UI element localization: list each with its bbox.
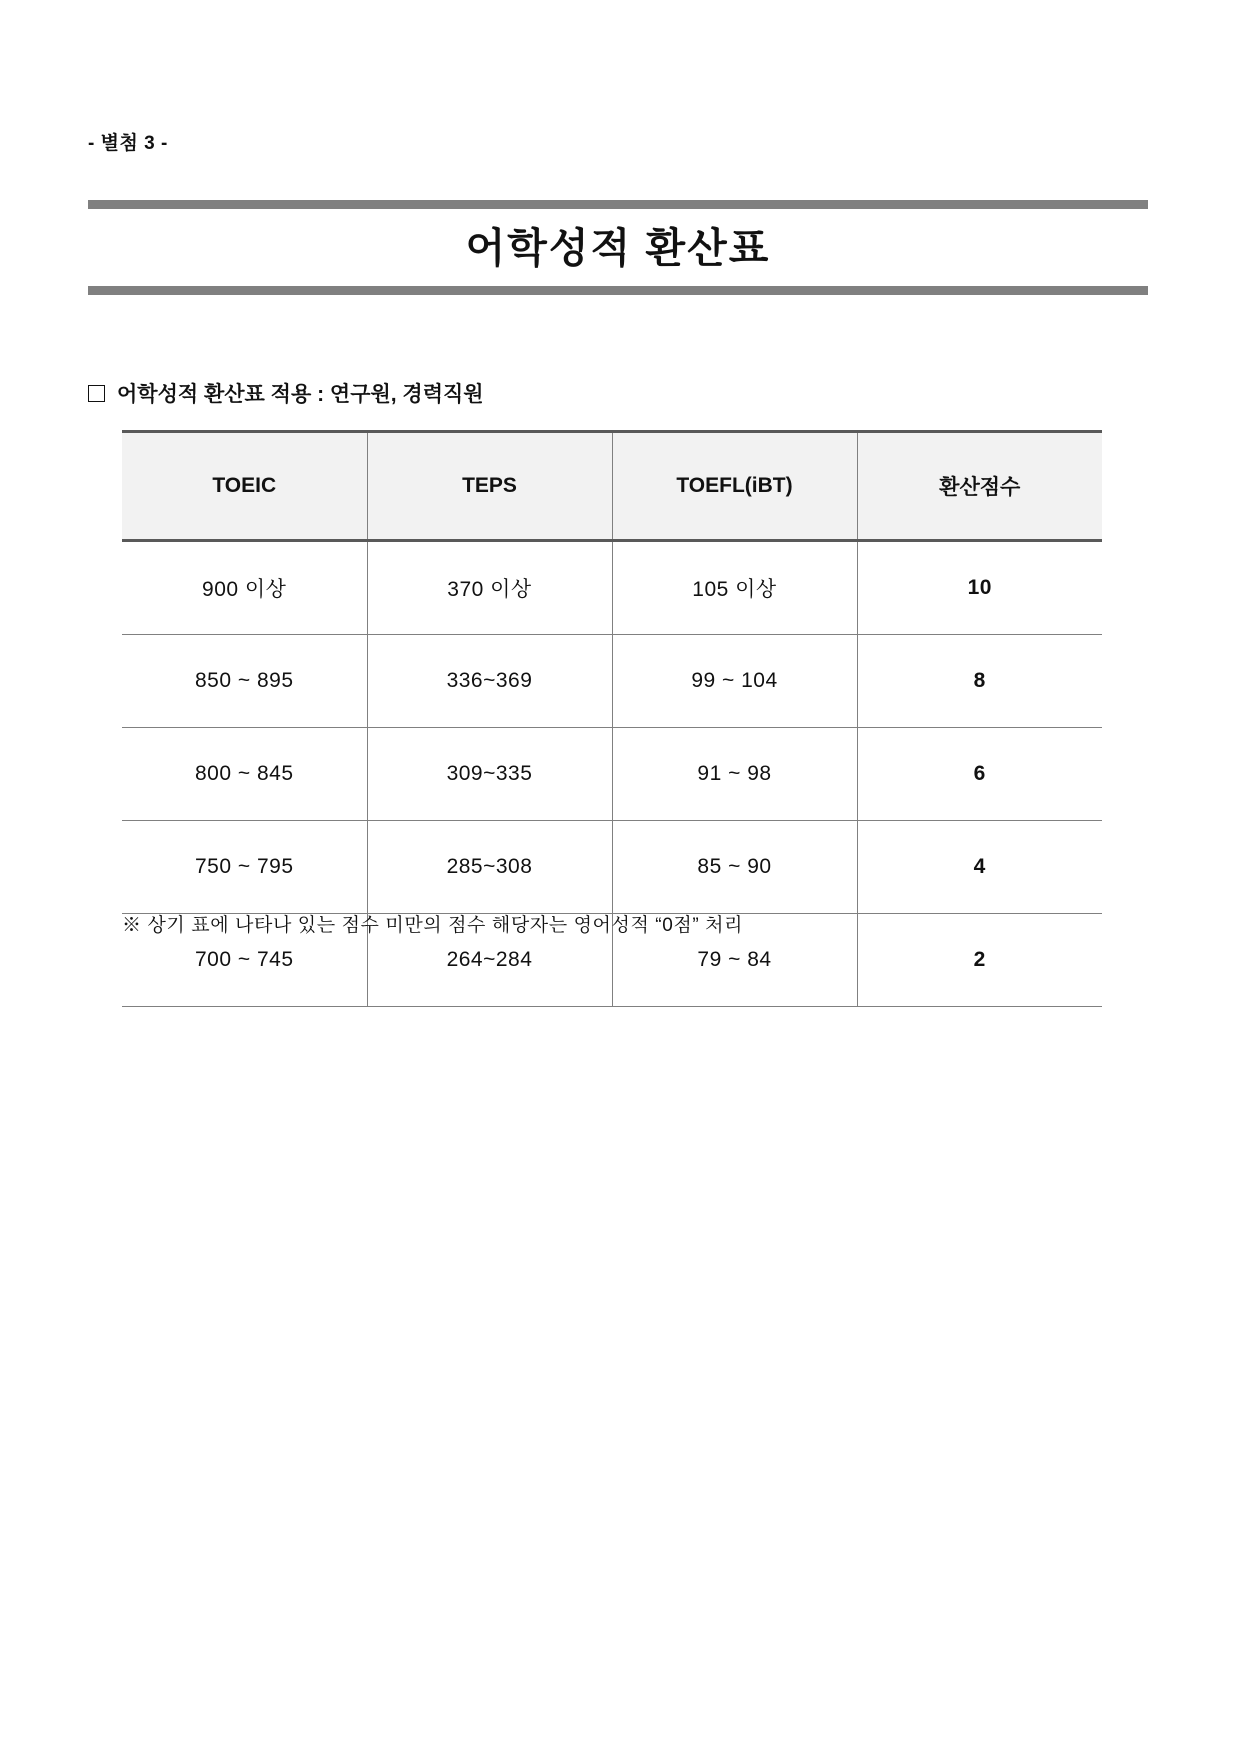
cell-converted-score: 6	[857, 728, 1102, 821]
column-header-toeic: TOEIC	[122, 432, 367, 541]
cell-toefl: 99 ~ 104	[612, 635, 857, 728]
attachment-label: - 별첨 3 -	[88, 133, 168, 154]
column-header-toefl: TOEFL(iBT)	[612, 432, 857, 541]
cell-teps: 370 이상	[367, 541, 612, 635]
cell-toeic: 750 ~ 795	[122, 821, 367, 914]
footnote-text: ※ 상기 표에 나타나 있는 점수 미만의 점수 해당자는 영어성적 “0점” 처리	[122, 915, 744, 936]
cell-converted-score: 10	[857, 541, 1102, 635]
table-header-row	[122, 432, 1102, 541]
section-heading	[88, 378, 484, 408]
cell-toeic: 850 ~ 895	[122, 635, 367, 728]
table-row	[122, 728, 1102, 821]
table-row	[122, 821, 1102, 914]
page-title: 어학성적 환산표	[465, 225, 771, 271]
checkbox-empty-icon	[88, 385, 105, 402]
title-top-rule	[88, 200, 1148, 209]
table-row	[122, 541, 1102, 635]
cell-toefl: 91 ~ 98	[612, 728, 857, 821]
cell-teps: 336~369	[367, 635, 612, 728]
cell-converted-score: 2	[857, 914, 1102, 1007]
cell-teps: 264~284	[367, 914, 612, 1007]
title-bottom-rule	[88, 286, 1148, 295]
cell-toefl: 79 ~ 84	[612, 914, 857, 1007]
cell-converted-score: 4	[857, 821, 1102, 914]
section-heading-label: 어학성적 환산표 적용 : 연구원, 경력직원	[117, 383, 484, 406]
cell-toeic: 800 ~ 845	[122, 728, 367, 821]
cell-toeic: 700 ~ 745	[122, 914, 367, 1007]
title-block	[88, 200, 1148, 295]
column-header-converted-score: 환산점수	[857, 432, 1102, 541]
cell-toeic: 900 이상	[122, 541, 367, 635]
column-header-teps: TEPS	[367, 432, 612, 541]
cell-teps: 309~335	[367, 728, 612, 821]
cell-converted-score: 8	[857, 635, 1102, 728]
cell-toefl: 85 ~ 90	[612, 821, 857, 914]
cell-teps: 285~308	[367, 821, 612, 914]
table-row	[122, 635, 1102, 728]
cell-toefl: 105 이상	[612, 541, 857, 635]
